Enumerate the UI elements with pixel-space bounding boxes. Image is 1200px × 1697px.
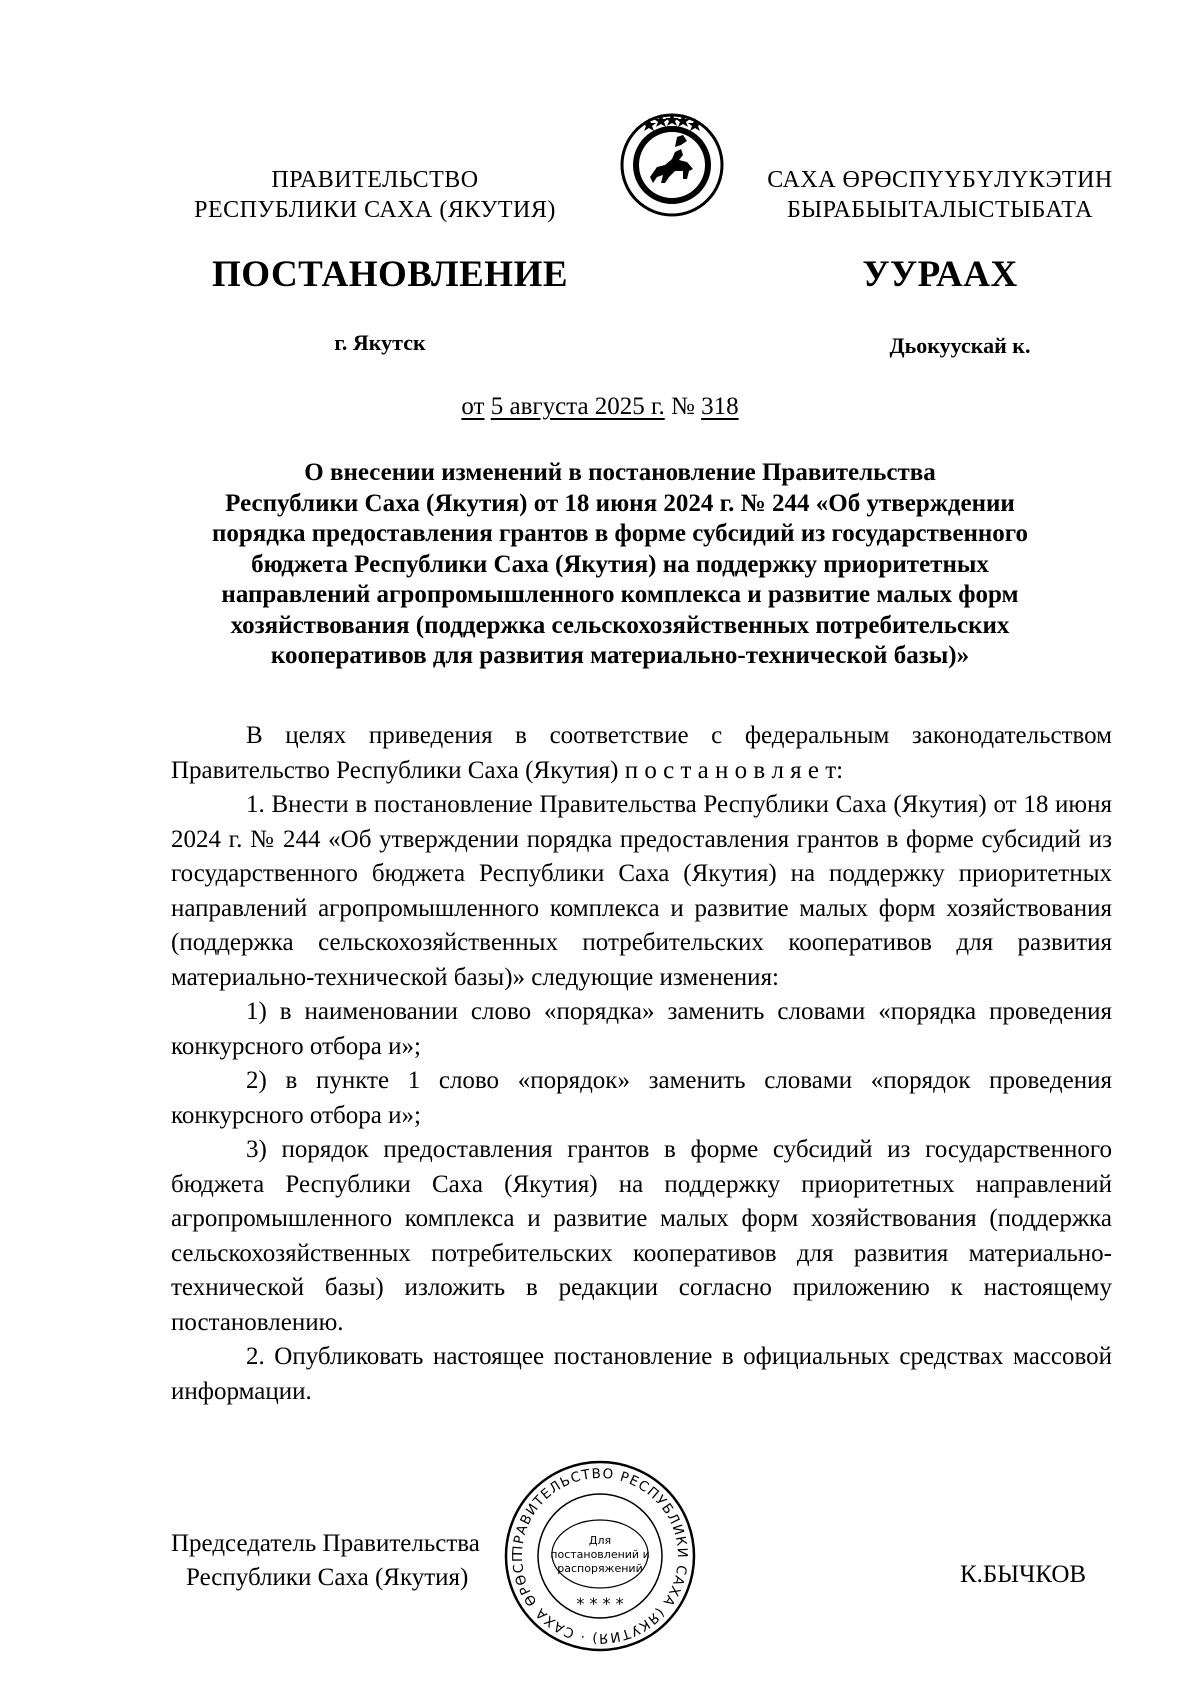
doc-number: 318 (701, 393, 739, 420)
header-left-line2: РЕСПУБЛИКИ САХА (ЯКУТИЯ) (194, 197, 556, 223)
date-value: 5 августа 2025 г. (490, 393, 665, 420)
date-prefix: от (461, 393, 485, 420)
city-ru: г. Якутск (334, 330, 426, 355)
stamp-stars: * * * * (576, 1594, 624, 1613)
signatory-position-line1: Председатель Правительства (171, 1530, 480, 1557)
title-line: порядка предоставления грантов в форме субсидий из государственного (211, 520, 1029, 547)
official-stamp (503, 1459, 697, 1653)
body-paragraph-sub2: 2) в пункте 1 слово «порядок» заменить словами «порядок проведения конкурсного отбора и»; (171, 1067, 1112, 1129)
emblem-icon (617, 107, 727, 217)
signatory-name: К.БЫЧКОВ (960, 1561, 1087, 1588)
header-right-line1: САХА ӨРӨСПҮҮБҮЛҮКЭТИН (767, 167, 1113, 193)
body-paragraph-sub1: 1) в наименовании слово «порядка» заменить словами «порядка проведения конкурсного отбора и»; (171, 998, 1112, 1060)
title-line: направлений агропромышленного комплекса и развитие малых форм (221, 581, 1019, 608)
body-paragraph-item2: 2. Опубликовать настоящее постановление в официальных средствах массовой информации. (171, 1343, 1112, 1405)
signatory-position-line2: Республики Саха (Якутия) (186, 1564, 469, 1591)
body-paragraph-item1: 1. Внести в постановление Правительства Республики Саха (Якутия) от 18 июня 2024 г. № 244 «Об утверждении порядка предоставления грантов в форме субсидий из государственного бюджета Республики Саха (Якутия) на поддержку приоритетных направлений агропромышленного комплекса и развитие малых форм хозяйствования (поддержка сельскохозяйственных потребительских кооперативов для развития материально-технической базы)» следующие изменения: (171, 791, 1112, 991)
stamp-seal-icon (503, 1459, 697, 1653)
header-left-line1: ПРАВИТЕЛЬСТВО (271, 167, 479, 193)
body-paragraph-preamble: В целях приведения в соответствие с федеральным законодательством Правительство Республики Саха (Якутия) п о с т а н о в л я е т: (171, 722, 1112, 784)
title-line: Республики Саха (Якутия) от 18 июня 2024 г. № 244 «Об утверждении (225, 489, 1015, 517)
header-left (190, 165, 560, 225)
city-sah: Дьокуускай к. (889, 333, 1031, 358)
doc-type-sah: УУРААХ (862, 254, 1018, 295)
document-title (160, 458, 1080, 672)
header-right-line2: БЫРАБЫЫТАЛЫСТЫБАТА (786, 197, 1094, 223)
document-body (171, 719, 1112, 1409)
stamp-center-line2: постановлений и (550, 1548, 650, 1561)
stamp-ring-text: ПРАВИТЕЛЬСТВО РЕСПУБЛИКИ САХА (ЯКУТИЯ) · САХА ӨРӨСП (509, 1465, 691, 1647)
number-sign: № (671, 393, 695, 420)
stamp-center-line3: распоряжений (557, 1562, 643, 1575)
doc-type-ru: ПОСТАНОВЛЕНИЕ (211, 254, 569, 295)
header-right (755, 165, 1125, 225)
title-line: О внесении изменений в постановление Правительства (304, 459, 936, 486)
state-emblem (617, 107, 727, 217)
title-line: хозяйствования (поддержка сельскохозяйственных потребительских (230, 611, 1010, 639)
title-line: бюджета Республики Саха (Якутия) на поддержку приоритетных (251, 550, 989, 578)
signatory-position (171, 1527, 480, 1595)
date-line (0, 393, 1200, 421)
body-paragraph-sub3: 3) порядок предоставления грантов в форме субсидий из государственного бюджета Республики Саха (Якутия) на поддержку приоритетных направлений агропромышленного комплекса и развитие малых форм хозяйствования (поддержка сельскохозяйственных потребительских кооперативов для развития материально-технической базы) изложить в редакции согласно приложению к настоящему постановлению. (171, 1136, 1112, 1336)
stamp-center-line1: Для (588, 1534, 612, 1547)
title-line: кооперативов для развития материально-технической базы)» (270, 642, 970, 669)
